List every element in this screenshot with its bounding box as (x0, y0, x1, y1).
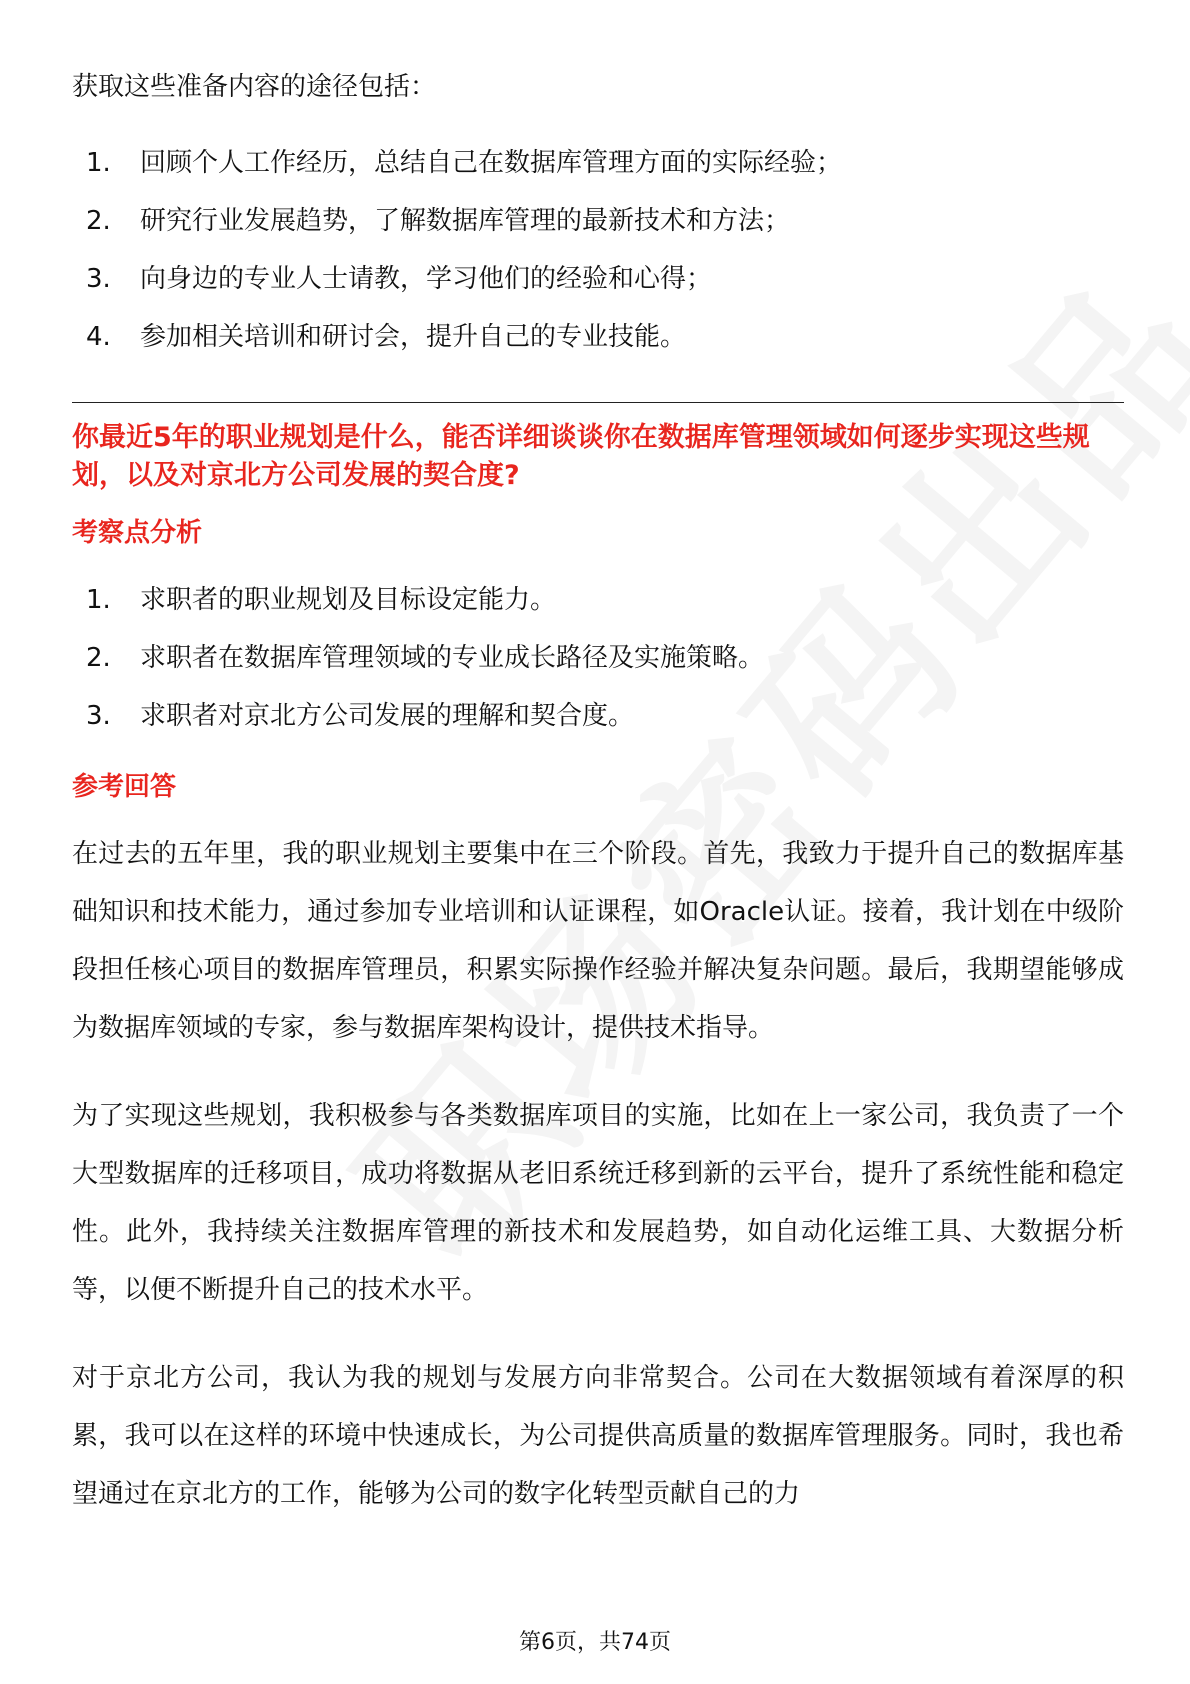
analysis-heading: 考察点分析 (72, 518, 203, 548)
answer-paragraph: 对于京北方公司，我认为我的规划与发展方向非常契合。公司在大数据领域有着深厚的积累，我可以在这样的环境中快速成长，为公司提供高质量的数据库管理服务。同时，我也希望通过在京北方的工作，能够为公司的数字化转型贡献自己的力 (72, 1363, 1124, 1509)
list-item-number: 2. (86, 206, 111, 236)
list-item (72, 571, 1124, 629)
answer-paragraph: 在过去的五年里，我的职业规划主要集中在三个阶段。首先，我致力于提升自己的数据库基础知识和技术能力，通过参加专业培训和认证课程，如Oracle认证。接着，我计划在中级阶段担任核心项目的数据库管理员，积累实际操作经验并解决复杂问题。最后，我期望能够成为数据库领域的专家，参与数据库架构设计，提供技术指导。 (72, 839, 1124, 1043)
prep-list (72, 134, 1124, 366)
list-item-number: 3. (86, 264, 111, 294)
page-number: 第6页，共74页 (519, 1630, 671, 1655)
list-item-number: 1. (86, 585, 111, 615)
list-item-text: 参加相关培训和研讨会，提升自己的专业技能。 (140, 322, 687, 352)
list-item-text: 求职者的职业规划及目标设定能力。 (140, 585, 557, 615)
list-item (72, 134, 1124, 192)
page-content (72, 58, 1124, 1553)
answer-paragraph: 为了实现这些规划，我积极参与各类数据库项目的实施，比如在上一家公司，我负责了一个大型数据库的迁移项目，成功将数据从老旧系统迁移到新的云平台，提升了系统性能和稳定性。此外，我持续关注数据库管理的新技术和发展趋势，如自动化运维工具、大数据分析等，以便不断提升自己的技术水平。 (72, 1101, 1124, 1305)
answer-heading: 参考回答 (72, 772, 177, 802)
list-item-text: 回顾个人工作经历，总结自己在数据库管理方面的实际经验； (140, 148, 843, 178)
list-item (72, 250, 1124, 308)
list-item-text: 研究行业发展趋势，了解数据库管理的最新技术和方法； (140, 206, 791, 236)
list-item (72, 308, 1124, 366)
interview-question: 你最近5年的职业规划是什么，能否详细谈谈你在数据库管理领域如何逐步实现这些规划，以及对京北方公司发展的契合度? (72, 422, 1090, 491)
section-divider (72, 402, 1124, 403)
list-item-number: 2. (86, 643, 111, 673)
list-item-text: 向身边的专业人士请教，学习他们的经验和心得； (140, 264, 713, 294)
intro-text: 获取这些准备内容的途径包括： (72, 72, 437, 102)
list-item-text: 求职者在数据库管理领域的专业成长路径及实施策略。 (140, 643, 765, 673)
list-item-number: 1. (86, 148, 111, 178)
list-item-number: 4. (86, 322, 111, 352)
list-item (72, 687, 1124, 745)
list-item-number: 3. (86, 701, 111, 731)
analysis-list (72, 571, 1124, 745)
list-item (72, 629, 1124, 687)
list-item (72, 192, 1124, 250)
list-item-text: 求职者对京北方公司发展的理解和契合度。 (140, 701, 635, 731)
